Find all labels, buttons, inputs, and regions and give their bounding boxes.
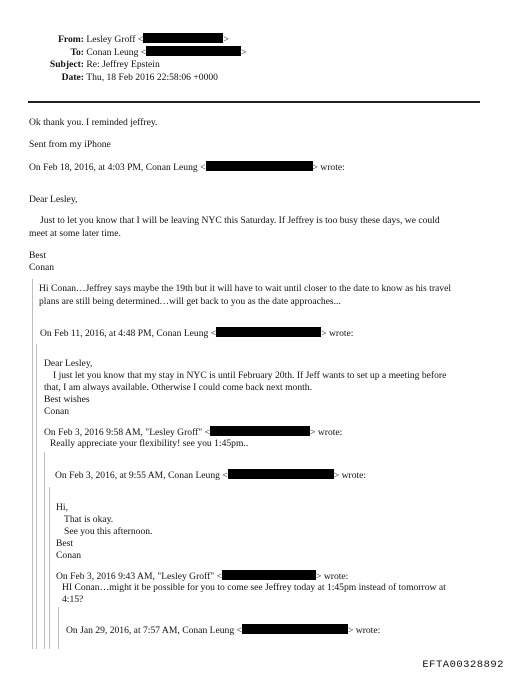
subject-label: Subject:	[49, 59, 84, 70]
attribution-wrote: > wrote:	[316, 571, 349, 582]
header-from	[44, 33, 229, 46]
header-date	[44, 72, 218, 84]
close-bracket: >	[241, 47, 247, 58]
subject-value: Re: Jeffrey Epstein	[86, 59, 160, 70]
redacted-email	[206, 161, 313, 171]
attribution-text: On Feb 3, 2016 9:43 AM, "Lesley Groff" <	[56, 571, 223, 582]
quote-bar-5	[58, 607, 59, 649]
q2-close1: Best wishes	[44, 394, 90, 405]
msg1-line1: Just to let you know that I will be leaving NYC this Saturday. If Jeffrey is too busy these days, we could	[40, 215, 440, 226]
attribution-3	[44, 426, 342, 439]
q5-line2: 4:15?	[62, 594, 84, 605]
redacted-email	[210, 426, 310, 436]
q1-line2: plans are still being determined…will get back to you as the date approaches...	[39, 296, 341, 307]
attribution-wrote: > wrote:	[312, 162, 345, 173]
attribution-text: On Jan 29, 2016, at 7:57 AM, Conan Leung <	[66, 625, 242, 636]
redacted-email	[222, 570, 316, 580]
attribution-wrote: > wrote:	[347, 625, 381, 636]
q4-line1: That is okay.	[64, 514, 114, 525]
attribution-wrote: > wrote:	[310, 427, 343, 438]
redacted-email	[228, 469, 334, 479]
attribution-1	[29, 161, 345, 174]
quote-bar-2	[36, 344, 37, 649]
q1-line1: Hi Conan…Jeffrey says maybe the 19th but it will have to wait until closer to the date to know as his travel	[39, 283, 452, 294]
redacted-email	[216, 327, 321, 337]
header-subject	[24, 59, 160, 71]
reply-text: Ok thank you. I reminded jeffrey.	[29, 117, 158, 128]
attribution-text: On Feb 3, 2016, at 9:55 AM, Conan Leung <	[55, 470, 228, 481]
msg1-close2: Conan	[29, 262, 55, 273]
q2-close2: Conan	[44, 406, 70, 417]
to-value: Conan Leung <	[86, 47, 147, 58]
attribution-wrote: > wrote:	[333, 470, 367, 481]
attribution-5	[56, 570, 348, 583]
q2-line2: that, I am always available. Otherwise I could come back next month.	[44, 382, 313, 393]
signature: Sent from my iPhone	[29, 139, 111, 150]
q5-line1: HI Conan…might it be possible for you to come see Jeffrey today at 1:45pm instead of tomorrow at	[62, 582, 446, 593]
q4-hi: Hi,	[56, 502, 68, 513]
quote-bar-1	[32, 279, 33, 649]
from-label: From:	[58, 34, 84, 45]
redacted-email	[146, 46, 241, 56]
attribution-text: On Feb 3, 2016 9:58 AM, "Lesley Groff" <	[44, 427, 211, 438]
msg1-greeting: Dear Lesley,	[29, 194, 78, 205]
q3-line1: Really appreciate your flexibility! see you 1:45pm..	[50, 438, 249, 449]
attribution-text: On Feb 11, 2016, at 4:48 PM, Conan Leung <	[40, 328, 217, 339]
date-value: Thu, 18 Feb 2016 22:58:06 +0000	[86, 72, 218, 83]
attribution-4	[55, 469, 366, 482]
msg1-line2: meet at some later time.	[29, 228, 121, 239]
q2-line1: I just let you know that my stay in NYC is until February 20th. If Jeff wants to set up a meeting before	[53, 370, 447, 381]
to-label: To:	[70, 47, 84, 58]
attribution-text: On Feb 18, 2016, at 4:03 PM, Conan Leung <	[29, 162, 206, 173]
attribution-6	[66, 624, 380, 637]
q4-close1: Best	[56, 538, 74, 549]
date-label: Date:	[61, 72, 84, 83]
redacted-email	[143, 33, 223, 43]
attribution-wrote: > wrote:	[321, 328, 354, 339]
q4-close2: Conan	[56, 550, 82, 561]
close-bracket: >	[223, 34, 229, 45]
q4-line2: See you this afternoon.	[64, 526, 153, 537]
quote-bar-3	[44, 452, 45, 649]
redacted-email	[242, 624, 348, 634]
from-value: Lesley Groff <	[86, 34, 144, 45]
document-id: EFTA00328892	[422, 659, 504, 671]
header-to	[44, 46, 247, 59]
quote-bar-4	[49, 487, 50, 649]
attribution-2	[40, 327, 353, 340]
header-divider	[28, 101, 480, 103]
msg1-close1: Best	[29, 250, 47, 261]
q2-greeting: Dear Lesley,	[44, 358, 93, 369]
